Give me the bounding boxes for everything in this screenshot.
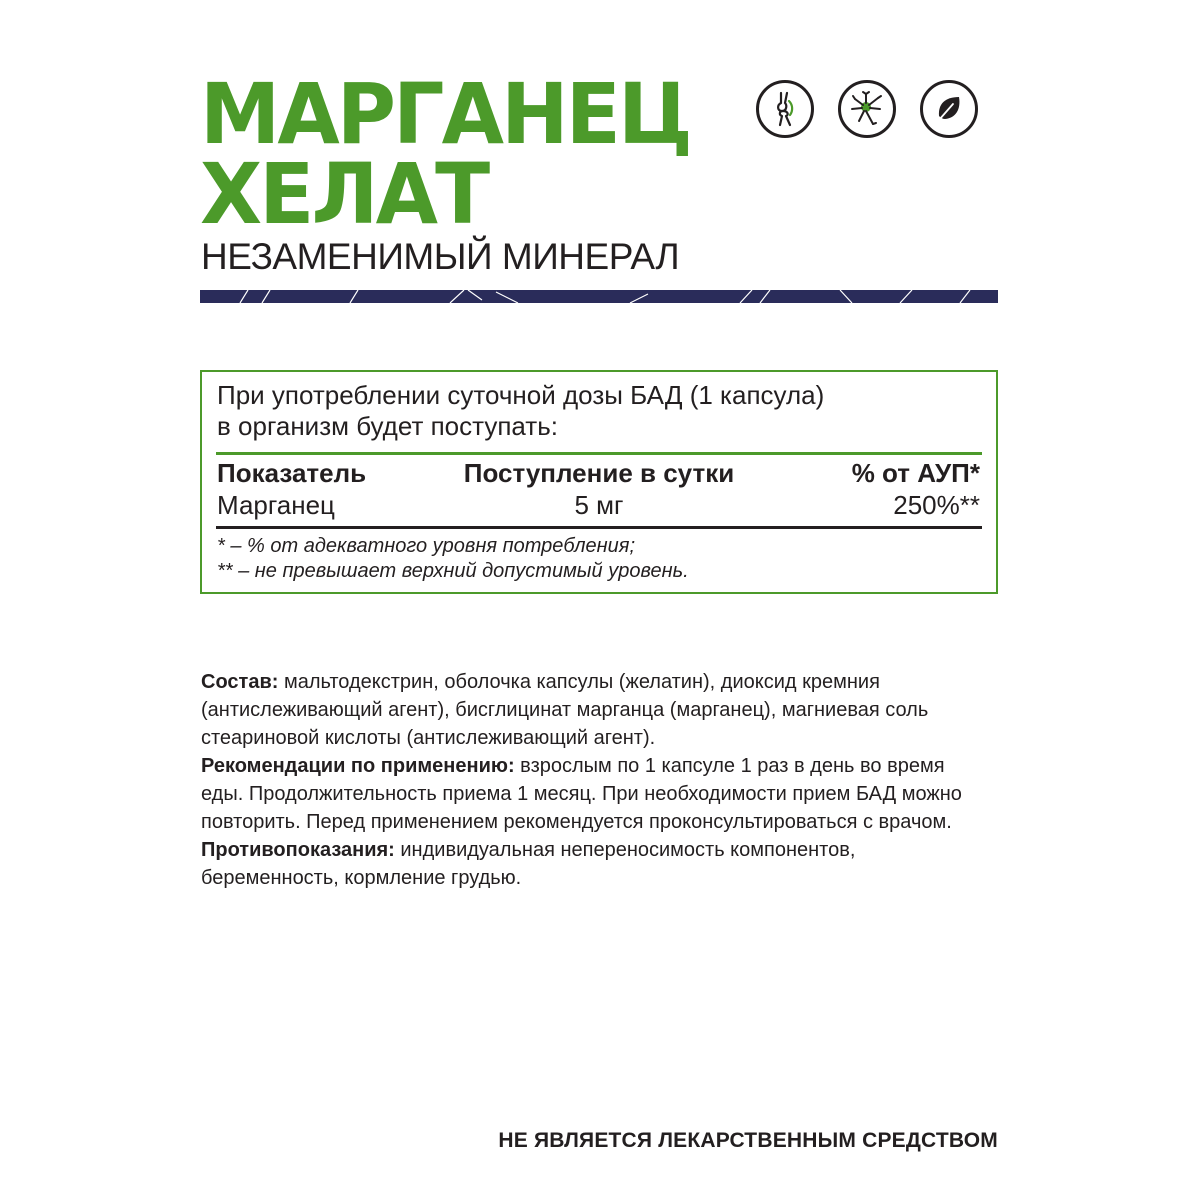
composition-label: Состав: [201,671,279,693]
header-indicator: Показатель [217,458,367,488]
header-percent-ai: % от АУП* [851,458,980,488]
product-subtitle: НЕЗАМЕНИМЫЙ МИНЕРАЛ [201,236,680,277]
contraindications-label: Противопоказания: [201,839,395,861]
footnote-2: ** – не превышает верхний допустимый уровень. [217,560,689,582]
header-daily-intake: Поступление в сутки [463,458,735,488]
contraindications-paragraph [201,836,991,892]
benefit-icons [756,80,978,138]
title-line-2: ХЕЛАТ [200,145,488,243]
nutrition-intro [217,380,824,442]
nutrition-table-box [200,370,998,594]
product-description [201,668,991,892]
neuron-icon [838,80,896,138]
table-top-rule [216,452,982,455]
table-bottom-rule [216,526,982,529]
leaf-icon [920,80,978,138]
intro-line-1: При употреблении суточной дозы БАД (1 капсула) [217,380,825,410]
decorative-stripe [200,290,998,303]
disclaimer: НЕ ЯВЛЯЕТСЯ ЛЕКАРСТВЕННЫМ СРЕДСТВОМ [498,1129,998,1152]
joint-icon [756,80,814,138]
footnotes [217,534,689,584]
cell-amount: 5 мг [574,490,624,520]
product-title [200,65,690,243]
recommendations-text: взрослым по 1 капсуле 1 раз в день во время еды. Продолжительность приема 1 месяц. При необходимости прием БАД можно повторить. Перед применением рекомендуется проконсультироваться с врачом. [201,755,962,833]
cell-nutrient: Марганец [217,490,335,520]
contraindications-text: индивидуальная непереносимость компонентов, беременность, кормление грудью. [201,839,856,889]
composition-text: мальтодекстрин, оболочка капсулы (желатин), диоксид кремния (антислеживающий агент), бисглицинат марганца (марганец), магниевая соль стеариновой кислоты (антислеживающий агент). [201,671,929,749]
recommendations-paragraph [201,752,991,836]
recommendations-label: Рекомендации по применению: [201,755,515,777]
composition-paragraph [201,668,991,752]
intro-line-2: в организм будет поступать: [217,411,558,441]
footnote-1: * – % от адекватного уровня потребления; [217,535,635,557]
title-line-1: МАРГАНЕЦ [200,65,690,163]
cell-percent: 250%** [893,490,980,520]
